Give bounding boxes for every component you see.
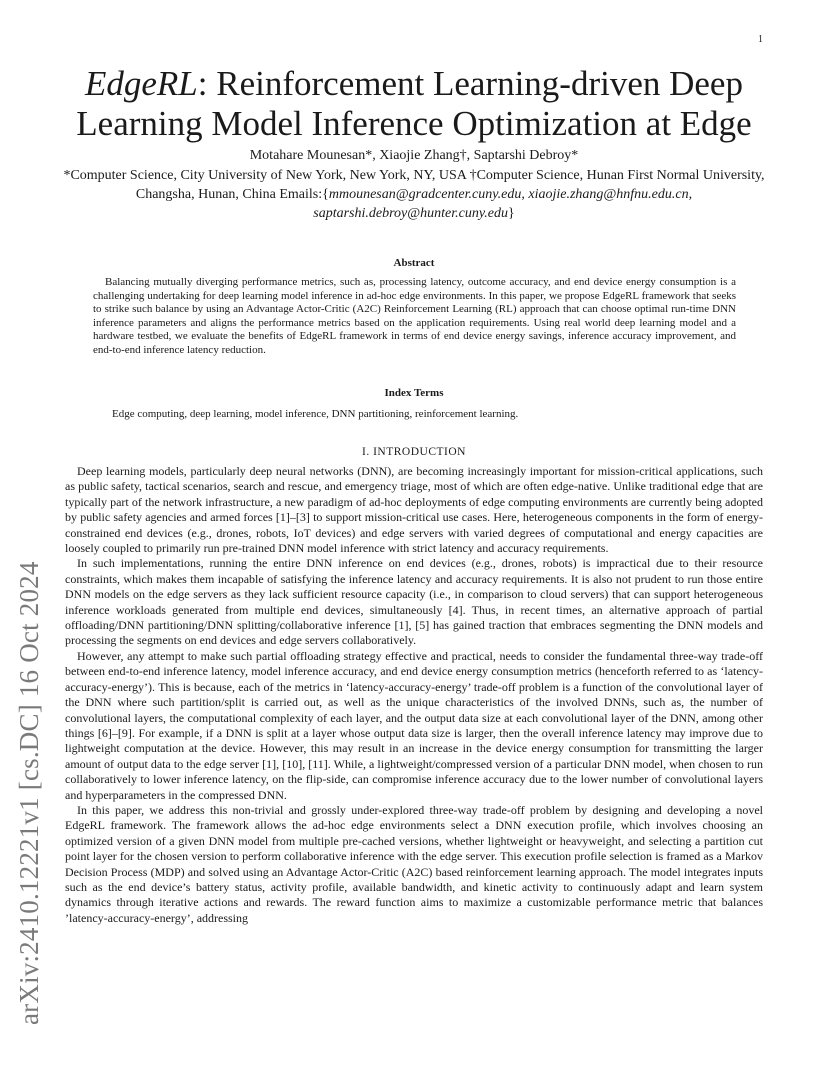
email-list: mmounesan@gradcenter.cuny.edu, xiaojie.zhang@hnfnu.edu.cn, saptarshi.debroy@hunter.cuny.edu xyxy=(313,187,693,221)
section-heading: I. INTRODUCTION xyxy=(362,446,466,458)
abstract-text: Balancing mutually diverging performance metrics, such as, processing latency, outcome accuracy, and end device energy consumption is a challenging undertaking for deep learning model inference in ad-hoc edge environments. In this paper, we propose EdgeRL framework that seeks to strike such balance by using an Advantage Actor-Critic (A2C) Reinforcement Learning (RL) approach that can choose optimal run-time DNN inference parameters and aligns the performance metrics based on the application requirements. Using real world deep learning model and a hardware testbed, we evaluate the benefits of EdgeRL framework in terms of end device energy savings, inference accuracy improvement, and end-to-end inference latency reduction. xyxy=(93,276,736,356)
paragraph: Deep learning models, particularly deep neural networks (DNN), are becoming increasingly important for mission-critical applications, such as public safety, tactical scenarios, search and rescue, and emergency triage, most of which are often edge-native. Unlike traditional edge that are typically part of the network infrastructure, a new paradigm of ad-hoc deployments of edge computing environments are currently being adopted by public safety agencies and armed forces [1]–[3] to support mission-critical use cases. Here, heterogeneous components in the form of energy-constrained end devices (e.g., drones, robots, IoT devices) and edge servers with varied degrees of computational and energy capacities are loosely coupled to primarily run pre-trained DNN model inference with strict latency and accuracy requirements. xyxy=(65,464,763,556)
paragraph: In such implementations, running the entire DNN inference on end devices (e.g., drones, robots) is impractical due to their resource constraints, which makes them incapable of satisfying the inference latency and accuracy requirements. It is also not prudent to run those entire DNN models on the edge servers as they lack sufficient resource capacity (i.e., in comparison to cloud servers) that can support heterogeneous inference workloads generated from multiple end devices, simultaneously [4]. Thus, in recent times, an alternative approach of partial offloading/DNN partitioning/DNN splitting/collaborative inference [1], [5] has gained traction that embraces segmenting the DNN models and processing the segments on end devices and edge servers collaboratively. xyxy=(65,556,763,648)
paper-title xyxy=(60,64,768,144)
paragraph: In this paper, we address this non-trivial and grossly under-explored three-way trade-off problem by designing and developing a novel EdgeRL framework. The framework allows the ad-hoc edge environments select a DNN execution profile, which involves choosing an optimized version of a given DNN model from multiple pre-cached versions, whether lightweight or heavyweight, and selecting a partition cut point layer for the chosen version to perform collaborative inference with the edge server. This execution profile selection is framed as a Markov Decision Process (MDP) and solved using an Advantage Actor-Critic (A2C) based reinforcement learning approach. The model integrates inputs such as the end device’s battery status, activity profile, available bandwidth, and kinetic activity to continuously adapt and learn system dynamics through iterative actions and rewards. The reward function aims to maximize a customizable performance metric that balances ’latency-accuracy-energy’, addressing xyxy=(65,802,763,925)
paragraph: However, any attempt to make such partial offloading strategy effective and practical, needs to consider the fundamental three-way trade-off between end-to-end inference latency, model inference accuracy, and end device energy consumption metrics (henceforth referred to as ‘latency-accuracy-energy’). This is because, each of the metrics in ‘latency-accuracy-energy’ trade-off problem is a function of the convolutional layer of the DNN where such partition/split is carried out, as well as the unique characteristics of the involved DNNs, such as, the number of convolutional layers, the computational complexity of each layer, and the output data size at each convolutional layer of the DNN, among other things [6]–[9]. For example, if a DNN is split at a layer whose output data size is larger, then the overall inference latency may improve due to lightweight computation at the device. However, this may result in an increase in the device energy consumption for transmitting the larger amount of output data to the edge server [1], [10], [11]. While, a lightweight/compressed version of a particular DNN model, when chosen to run collaboratively to lower inference latency, on the flip-side, can compromise inference accuracy due to the lower number of convolutional layers and hyperparameters in the compressed DNN. xyxy=(65,648,763,802)
affiliations xyxy=(60,166,768,223)
arxiv-identifier-stamp: arXiv:2410.12221v1 [cs.DC] 16 Oct 2024 xyxy=(14,561,44,1025)
author-list: Motahare Mounesan*, Xiaojie Zhang†, Saptarshi Debroy* xyxy=(249,148,579,163)
affiliation-line: *Computer Science, City University of New York, New York, NY, USA †Computer Science, Hunan First Normal University, Changsha, Hunan, China Emails:{ xyxy=(63,168,765,202)
index-terms-text: Edge computing, deep learning, model inference, DNN partitioning, reinforcement learning. xyxy=(112,408,519,420)
abstract-heading: Abstract xyxy=(393,257,435,269)
page-number: 1 xyxy=(758,34,763,45)
email-close-brace: } xyxy=(508,206,515,221)
introduction-body xyxy=(65,464,763,926)
title-rest: : Reinforcement Learning-driven Deep Learning Model Inference Optimization at Edge xyxy=(76,64,752,143)
index-terms-heading: Index Terms xyxy=(384,387,444,399)
title-italic-part: EdgeRL xyxy=(85,64,198,103)
